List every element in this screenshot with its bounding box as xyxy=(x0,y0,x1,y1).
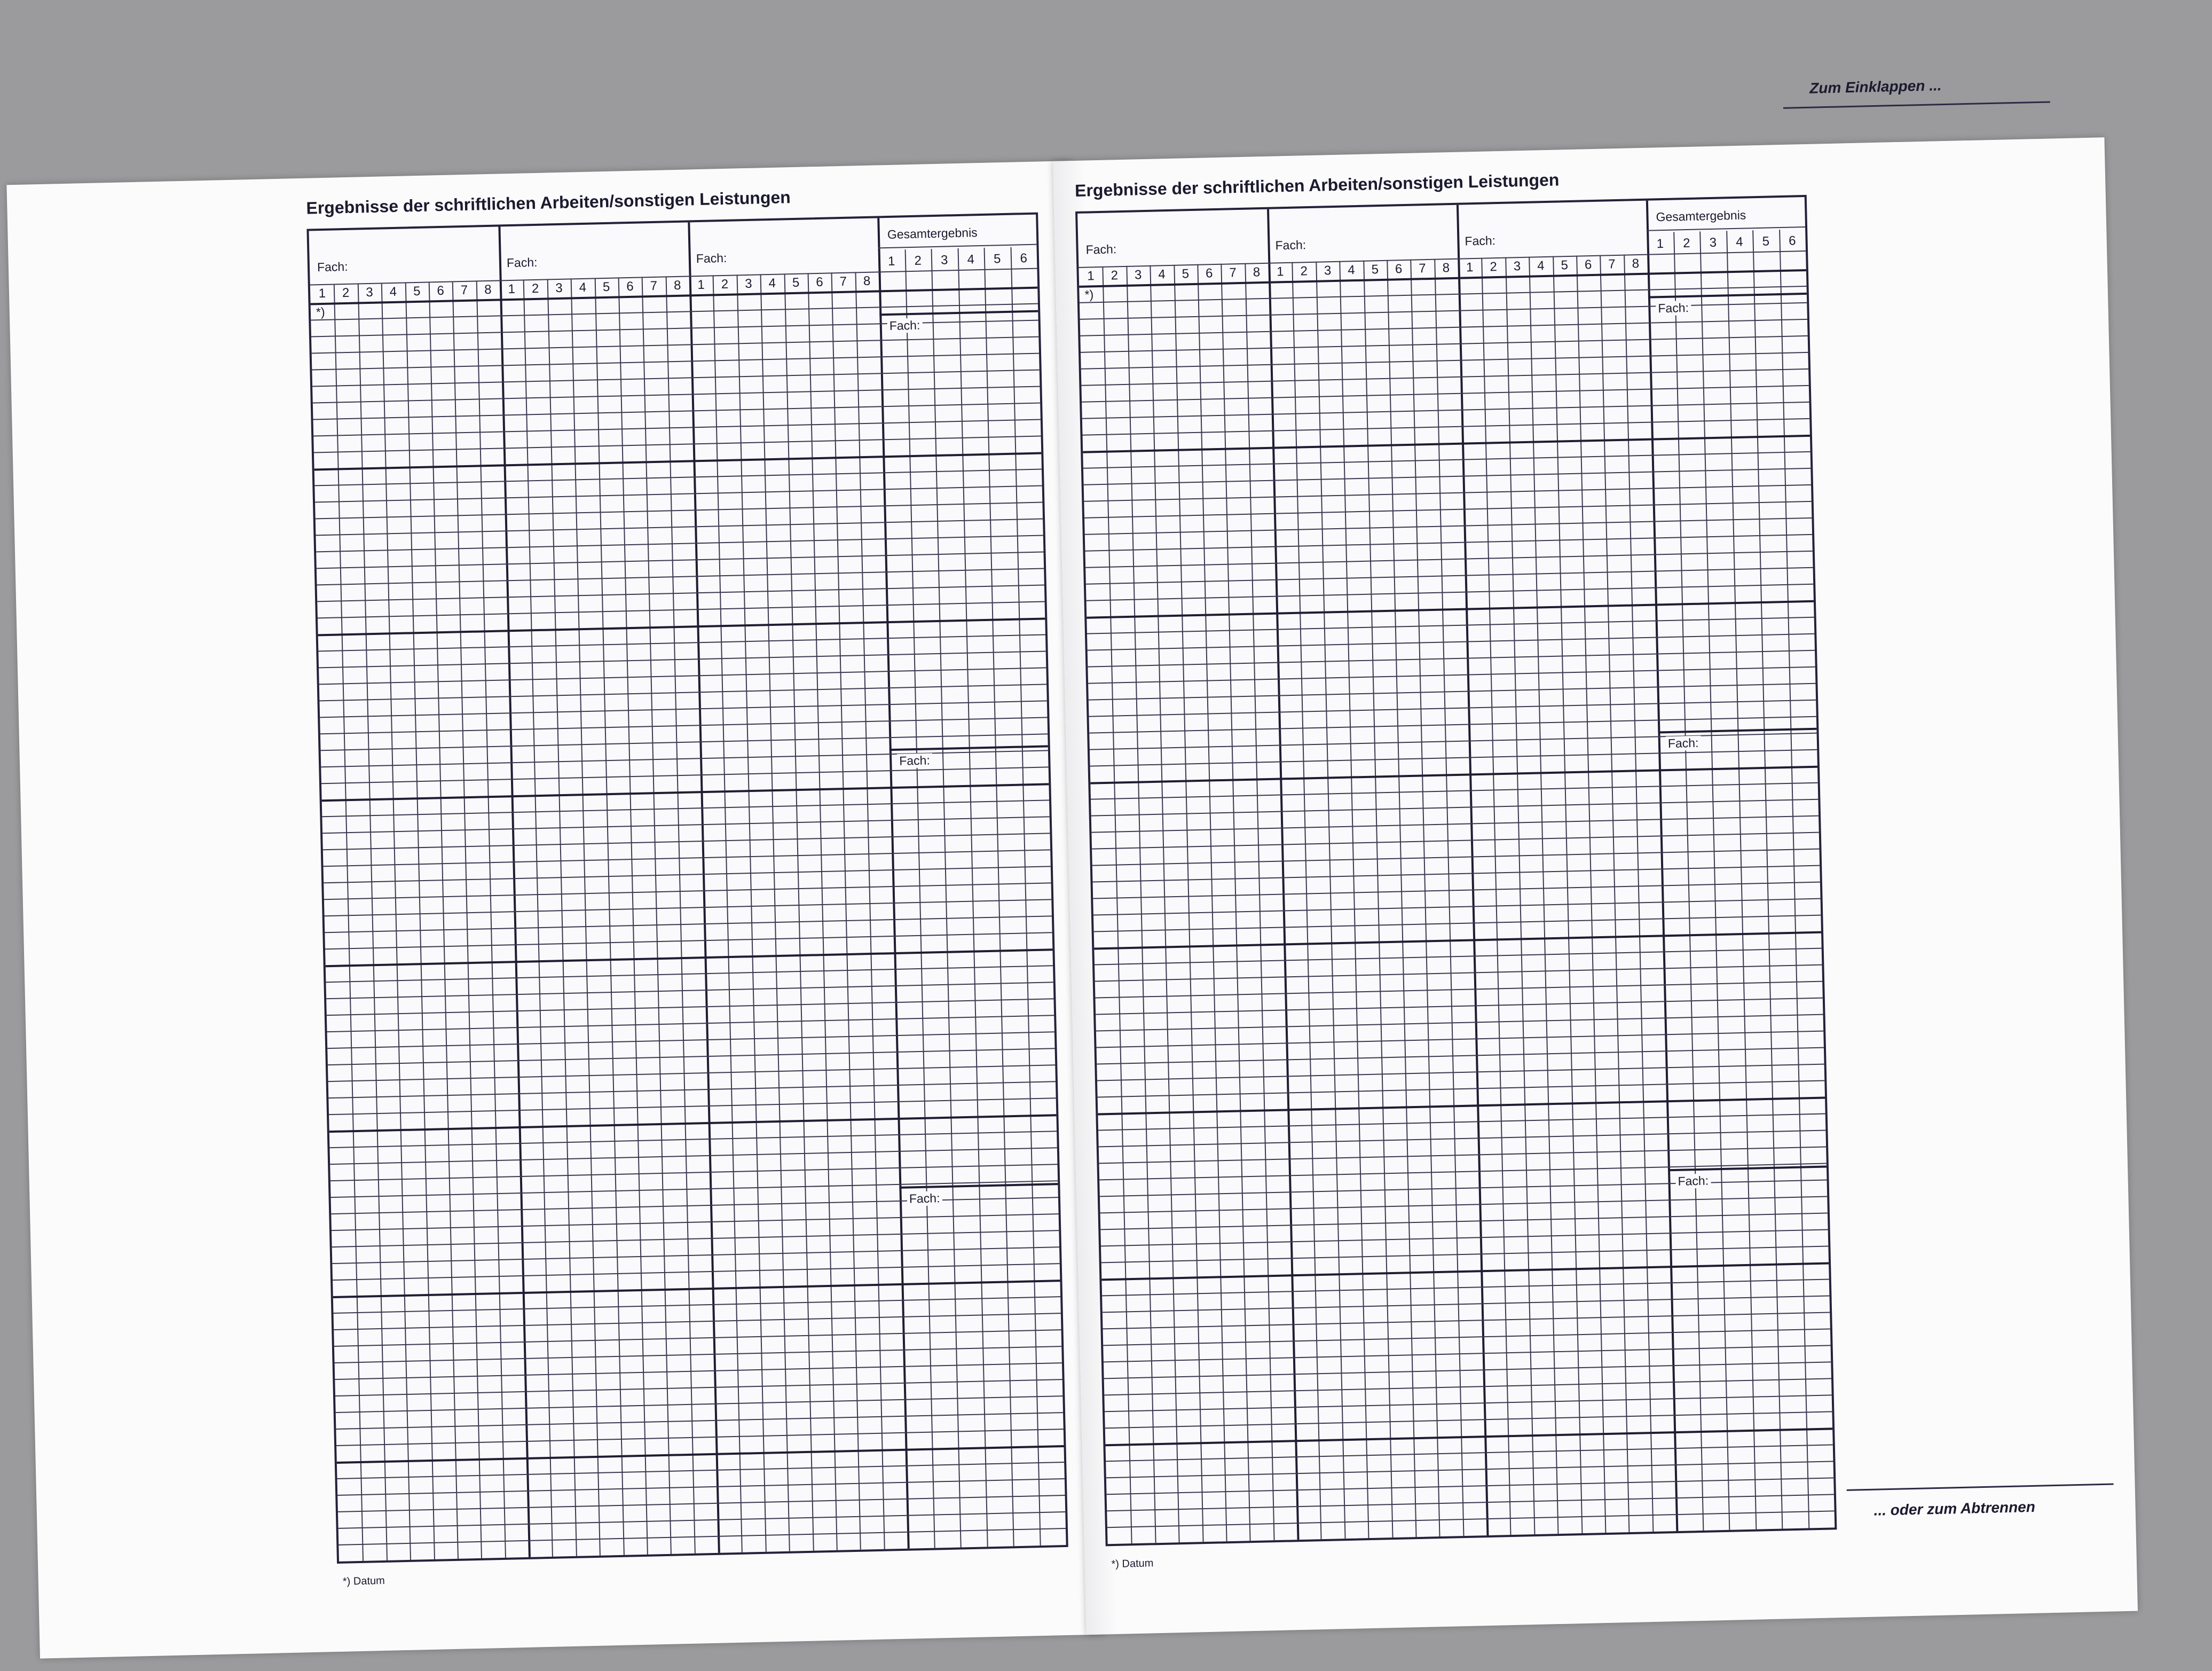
grade-number: 2 xyxy=(1300,264,1308,279)
total-column-line xyxy=(984,248,1014,1546)
total-column-line xyxy=(1673,232,1704,1531)
grid-row-line xyxy=(335,1362,1062,1380)
grid-row-line xyxy=(1098,1113,1825,1131)
grid-row-line xyxy=(337,1445,1064,1464)
grid-row-line xyxy=(1103,1312,1830,1329)
grid-column-line xyxy=(1529,257,1558,1534)
grade-number: 5 xyxy=(413,284,421,299)
grid-row-line xyxy=(316,535,1043,552)
grade-number: 1 xyxy=(1466,260,1474,275)
grid-row-line xyxy=(316,519,1043,536)
grid-row-line xyxy=(313,386,1040,404)
tear-line xyxy=(1847,1483,2114,1490)
grid-row-line xyxy=(329,1097,1056,1115)
right-footnote: *) Datum xyxy=(1111,1557,1154,1571)
total-number: 1 xyxy=(1656,236,1664,252)
grid-row-line xyxy=(334,1313,1061,1330)
total-column-line xyxy=(931,249,962,1547)
grid-column-line xyxy=(784,273,814,1550)
grid-row-line xyxy=(317,551,1044,569)
total-number: 5 xyxy=(993,252,1001,266)
grade-number: 3 xyxy=(1324,263,1332,278)
grid-row-line xyxy=(1085,517,1812,535)
grid-row-line xyxy=(1100,1212,1828,1230)
total-column-line xyxy=(957,248,988,1547)
grid-row-line xyxy=(326,965,1053,983)
grade-number: 5 xyxy=(1561,258,1569,273)
grid-row-line xyxy=(319,650,1046,668)
grid-row-line xyxy=(1107,1477,1834,1495)
grid-row-line xyxy=(1093,882,1820,899)
total-box-label: Fach: xyxy=(1666,736,1701,751)
grid-row-line xyxy=(312,353,1039,371)
grade-number: 2 xyxy=(721,277,729,292)
grid-row-line xyxy=(314,452,1042,471)
grid-row-line xyxy=(1098,1097,1825,1116)
grid-row-line xyxy=(1104,1345,1831,1362)
grid-column-line xyxy=(357,283,387,1560)
grid-row-line xyxy=(331,1197,1058,1214)
grid-row-line xyxy=(1081,368,1808,386)
grid-row-line xyxy=(337,1478,1065,1496)
grid-row-line xyxy=(323,833,1050,850)
grade-number: 5 xyxy=(1371,262,1379,277)
grid-row-line xyxy=(1080,319,1807,336)
grid-column-line xyxy=(1624,255,1654,1532)
grade-number: 4 xyxy=(1537,258,1545,273)
grid-row-line xyxy=(312,370,1040,387)
grid-row-line xyxy=(1081,352,1808,370)
grid-column-line xyxy=(429,281,459,1558)
grid-row-line xyxy=(1100,1180,1827,1197)
grid-row-line xyxy=(1084,484,1811,502)
grade-number: 1 xyxy=(1276,264,1284,279)
grade-number: 1 xyxy=(697,277,705,293)
grid-row-line xyxy=(325,899,1052,916)
grade-number: 2 xyxy=(1490,260,1498,274)
grid-column-line xyxy=(1339,261,1369,1538)
grid-column-line xyxy=(1316,262,1345,1539)
grid-row-line xyxy=(317,568,1044,585)
grid-row-line xyxy=(1097,1031,1824,1048)
grid-row-line xyxy=(1102,1278,1829,1296)
grid-row-line xyxy=(339,1528,1066,1546)
grade-number: 4 xyxy=(1158,267,1166,282)
grade-number: 7 xyxy=(1608,257,1616,272)
grade-number: 7 xyxy=(650,278,658,294)
right-results-grid xyxy=(1075,195,1837,1546)
grid-column-line xyxy=(1434,259,1464,1536)
grade-number: 8 xyxy=(863,273,871,289)
grade-number: 6 xyxy=(1205,266,1213,281)
grid-column-line xyxy=(1292,262,1322,1539)
grid-column-line xyxy=(452,281,482,1558)
grade-number: 6 xyxy=(1584,257,1592,272)
grid-row-line xyxy=(328,1048,1055,1065)
grid-row-line xyxy=(333,1280,1060,1298)
total-number: 2 xyxy=(914,253,922,268)
grid-row-line xyxy=(1092,849,1820,866)
grid-row-line xyxy=(1105,1427,1832,1446)
total-column-line xyxy=(1699,231,1730,1529)
grid-row-line xyxy=(1099,1147,1826,1164)
grid-row-line xyxy=(336,1395,1063,1413)
subject-label: Fach: xyxy=(1462,233,1498,248)
grid-row-line xyxy=(1090,766,1817,784)
grid-column-line xyxy=(665,276,695,1553)
total-column-line xyxy=(1752,230,1783,1528)
grid-row-line xyxy=(335,1379,1062,1397)
grid-row-line xyxy=(328,1064,1056,1082)
grade-number: 3 xyxy=(1513,259,1521,274)
grid-row-line xyxy=(1087,600,1814,619)
grid-row-line xyxy=(1091,782,1818,800)
grid-row-line xyxy=(1093,865,1820,883)
grid-row-line xyxy=(325,932,1052,950)
grid-column-line xyxy=(618,277,648,1554)
grid-row-line xyxy=(331,1180,1058,1198)
left-results-grid xyxy=(306,213,1068,1564)
grid-column-line xyxy=(476,280,506,1557)
subject-label: Fach: xyxy=(694,251,729,266)
grid-row-line xyxy=(1099,1130,1826,1148)
total-number: 6 xyxy=(1020,251,1028,266)
total-box-label: Fach: xyxy=(897,753,932,768)
total-label: Gesamtergebnis xyxy=(1654,208,1748,224)
grid-row-line xyxy=(1086,567,1813,585)
grade-number: 8 xyxy=(673,278,681,293)
total-column-line xyxy=(1010,247,1041,1546)
grade-number: 7 xyxy=(839,274,847,289)
grid-column-line xyxy=(831,272,861,1549)
grid-row-line xyxy=(314,436,1041,453)
grid-row-line xyxy=(1101,1262,1829,1281)
grid-row-line xyxy=(326,948,1053,967)
grade-number: 7 xyxy=(1419,261,1427,276)
grid-column-line xyxy=(571,278,601,1555)
grid-row-line xyxy=(1095,964,1822,982)
total-number: 4 xyxy=(967,252,975,267)
grid-row-line xyxy=(327,1015,1054,1032)
grid-row-line xyxy=(1097,1047,1824,1065)
grid-row-line xyxy=(321,766,1049,784)
grid-column-line xyxy=(855,272,885,1549)
total-number: 3 xyxy=(1709,235,1717,250)
grid-column-line xyxy=(1174,265,1203,1542)
grid-column-line xyxy=(1126,266,1156,1543)
grade-number: 5 xyxy=(602,279,610,295)
total-box-label: Fach: xyxy=(907,1191,942,1206)
grid-row-line xyxy=(312,336,1039,354)
grid-row-line xyxy=(1107,1510,1835,1528)
grid-row-line xyxy=(1093,898,1821,916)
grid-column-line xyxy=(381,283,411,1559)
grade-number: 8 xyxy=(1442,261,1450,276)
grid-row-line xyxy=(1101,1229,1828,1246)
grid-row-line xyxy=(1084,468,1811,485)
grid-row-line xyxy=(1083,451,1810,469)
total-box-label: Fach: xyxy=(1656,301,1691,316)
grid-row-line xyxy=(320,717,1048,734)
grid-row-line xyxy=(330,1147,1057,1165)
subject-label: Fach: xyxy=(1083,242,1119,257)
grid-row-line xyxy=(1080,302,1807,320)
grid-row-line xyxy=(318,634,1045,652)
grid-row-line xyxy=(1103,1295,1830,1313)
total-box-label: Fach: xyxy=(1675,1173,1711,1188)
grade-number: 3 xyxy=(1134,268,1142,283)
grid-column-line xyxy=(642,277,672,1554)
grid-row-line xyxy=(1088,633,1815,651)
grid-row-line xyxy=(326,982,1053,999)
grid-row-line xyxy=(1094,915,1821,932)
grid-row-line xyxy=(1084,501,1812,519)
grid-row-line xyxy=(1097,1064,1824,1081)
grid-row-line xyxy=(1104,1361,1831,1379)
grid-row-line xyxy=(1096,1014,1823,1032)
grid-row-line xyxy=(1107,1494,1834,1511)
grade-number: 2 xyxy=(342,285,350,301)
grid-column-line xyxy=(1150,265,1179,1542)
grid-row-line xyxy=(1083,435,1810,453)
grade-number: 4 xyxy=(768,276,776,291)
grid-column-line xyxy=(1221,264,1251,1541)
grid-column-line xyxy=(547,279,577,1556)
grid-row-line xyxy=(1089,683,1816,701)
grid-row-line xyxy=(314,469,1042,487)
grid-row-line xyxy=(1101,1245,1829,1263)
total-column-line xyxy=(904,249,935,1548)
grid-column-line xyxy=(1363,261,1393,1537)
total-number: 5 xyxy=(1762,234,1770,249)
right-page-title: Ergebnisse der schriftlichen Arbeiten/sonstigen Leistungen xyxy=(1074,170,1560,200)
grade-number: 4 xyxy=(1347,263,1355,278)
grid-row-line xyxy=(329,1131,1057,1148)
grade-number: 8 xyxy=(1632,256,1640,271)
grid-row-line xyxy=(330,1164,1058,1181)
grid-row-line xyxy=(328,1081,1056,1099)
grid-row-line xyxy=(313,419,1041,437)
grade-number: 4 xyxy=(579,280,587,295)
grid-row-line xyxy=(329,1114,1057,1133)
grid-column-line xyxy=(1505,257,1535,1534)
grid-column-line xyxy=(713,275,743,1552)
grid-row-line xyxy=(336,1412,1063,1430)
grid-row-line xyxy=(311,303,1038,321)
grid-row-line xyxy=(327,1031,1054,1049)
grade-number: 1 xyxy=(508,281,516,297)
grid-row-line xyxy=(339,1511,1066,1529)
grid-row-line xyxy=(322,799,1049,817)
total-number: 4 xyxy=(1735,234,1743,249)
grid-row-line xyxy=(1090,749,1817,767)
grid-row-line xyxy=(319,667,1046,685)
total-column-line xyxy=(1779,230,1809,1528)
total-number: 2 xyxy=(1682,236,1690,251)
grid-row-line xyxy=(1095,948,1822,966)
fold-line xyxy=(1783,101,2050,108)
grid-row-line xyxy=(323,849,1050,867)
left-page xyxy=(6,161,1105,1659)
grid-row-line xyxy=(324,866,1051,883)
grid-row-line xyxy=(324,882,1051,900)
grade-number: 7 xyxy=(460,283,468,298)
grade-number: 1 xyxy=(1087,269,1095,284)
grid-row-line xyxy=(322,816,1050,834)
fold-instruction: Zum Einklappen ... xyxy=(1809,77,1942,97)
grid-row-line xyxy=(1089,700,1816,717)
total-box-label: Fach: xyxy=(887,318,923,333)
subject-label: Fach: xyxy=(505,255,540,270)
grade-number: 8 xyxy=(484,282,492,297)
grade-number: 2 xyxy=(531,281,539,296)
grid-row-line xyxy=(1091,799,1819,817)
grid-row-line xyxy=(333,1296,1060,1314)
grid-row-line xyxy=(327,998,1054,1016)
date-marker: *) xyxy=(316,304,325,319)
grid-row-line xyxy=(316,502,1043,520)
grid-row-line xyxy=(1106,1444,1833,1462)
total-number: 1 xyxy=(887,254,895,269)
grid-row-line xyxy=(1087,584,1814,601)
grid-row-line xyxy=(1100,1196,1828,1214)
grid-row-line xyxy=(1087,617,1814,634)
grid-row-line xyxy=(1094,931,1821,950)
grade-number: 2 xyxy=(1111,268,1119,283)
grade-number: 5 xyxy=(1182,266,1190,281)
right-page xyxy=(1053,77,2138,1635)
grid-column-line xyxy=(1553,256,1583,1533)
grade-number: 6 xyxy=(1395,262,1403,277)
grid-column-line xyxy=(1576,256,1606,1533)
grid-row-line xyxy=(313,403,1040,420)
grid-row-line xyxy=(1082,385,1809,403)
grid-row-line xyxy=(332,1213,1059,1231)
grid-row-line xyxy=(1105,1411,1832,1429)
grid-column-line xyxy=(523,279,553,1556)
grid-column-line xyxy=(760,274,790,1551)
grid-row-line xyxy=(332,1230,1059,1248)
grade-number: 3 xyxy=(366,285,374,300)
grid-row-line xyxy=(1091,815,1819,833)
tear-instruction: ... oder zum Abtrennen xyxy=(1873,1498,2036,1519)
grid-column-line xyxy=(1197,264,1227,1541)
grid-row-line xyxy=(311,320,1038,338)
grid-row-line xyxy=(321,750,1048,767)
grid-column-line xyxy=(1245,263,1274,1540)
grid-column-line xyxy=(405,282,435,1559)
grid-column-line xyxy=(736,274,766,1551)
grid-row-line xyxy=(334,1329,1061,1347)
grid-row-line xyxy=(325,915,1052,933)
subject-label: Fach: xyxy=(1273,238,1308,253)
grade-number: 7 xyxy=(1229,265,1237,280)
grid-row-line xyxy=(1083,418,1810,436)
grid-row-line xyxy=(338,1495,1065,1512)
grid-row-line xyxy=(318,617,1045,636)
date-marker: *) xyxy=(1084,287,1094,302)
grid-row-line xyxy=(1103,1328,1830,1346)
total-number: 6 xyxy=(1788,233,1796,248)
grid-row-line xyxy=(320,700,1047,718)
grid-row-line xyxy=(318,601,1045,618)
total-column-line xyxy=(1726,231,1757,1529)
grid-row-line xyxy=(1096,998,1823,1015)
grid-column-line xyxy=(807,273,837,1550)
grid-row-line xyxy=(1106,1461,1833,1478)
grade-number: 3 xyxy=(744,276,752,292)
grid-column-line xyxy=(1387,260,1416,1537)
grid-column-line xyxy=(1600,255,1630,1532)
grade-number: 8 xyxy=(1253,265,1261,280)
grid-column-line xyxy=(1482,258,1512,1535)
grade-number: 3 xyxy=(555,280,563,296)
grid-row-line xyxy=(337,1462,1064,1479)
grid-row-line xyxy=(1092,832,1819,850)
grid-row-line xyxy=(1090,733,1817,750)
grid-row-line xyxy=(1095,981,1822,999)
grid-row-line xyxy=(1105,1394,1832,1412)
grid-row-line xyxy=(1085,534,1812,552)
grade-number: 4 xyxy=(389,284,397,300)
grid-row-line xyxy=(1085,551,1813,568)
grid-row-line xyxy=(1080,286,1807,303)
grid-row-line xyxy=(1081,335,1808,353)
grid-row-line xyxy=(1099,1163,1827,1181)
grid-row-line xyxy=(1088,650,1815,668)
grid-row-line xyxy=(1104,1378,1831,1395)
left-page-title: Ergebnisse der schriftlichen Arbeiten/sonstigen Leistungen xyxy=(306,187,791,218)
grid-column-line xyxy=(1410,260,1440,1536)
grid-row-line xyxy=(317,584,1044,602)
grid-row-line xyxy=(336,1429,1064,1446)
grid-row-line xyxy=(1082,402,1809,419)
total-number: 3 xyxy=(940,253,948,268)
grid-column-line xyxy=(594,278,624,1555)
grid-row-line xyxy=(315,485,1042,503)
grid-column-line xyxy=(1103,266,1132,1543)
grade-number: 6 xyxy=(815,274,823,290)
grid-row-line xyxy=(319,684,1046,701)
grid-row-line xyxy=(335,1346,1062,1363)
grade-number: 5 xyxy=(792,275,800,291)
grid-column-line xyxy=(334,284,364,1560)
grid-row-line xyxy=(1088,666,1815,684)
grid-row-line xyxy=(1098,1080,1825,1098)
grid-row-line xyxy=(333,1263,1060,1281)
total-label: Gesamtergebnis xyxy=(885,225,980,242)
grade-number: 6 xyxy=(626,279,634,294)
left-footnote: *) Datum xyxy=(342,1574,385,1588)
grade-number: 1 xyxy=(318,286,326,301)
grid-row-line xyxy=(322,783,1049,802)
grade-number: 6 xyxy=(437,283,445,299)
subject-label: Fach: xyxy=(315,260,350,274)
grid-row-line xyxy=(332,1246,1059,1264)
